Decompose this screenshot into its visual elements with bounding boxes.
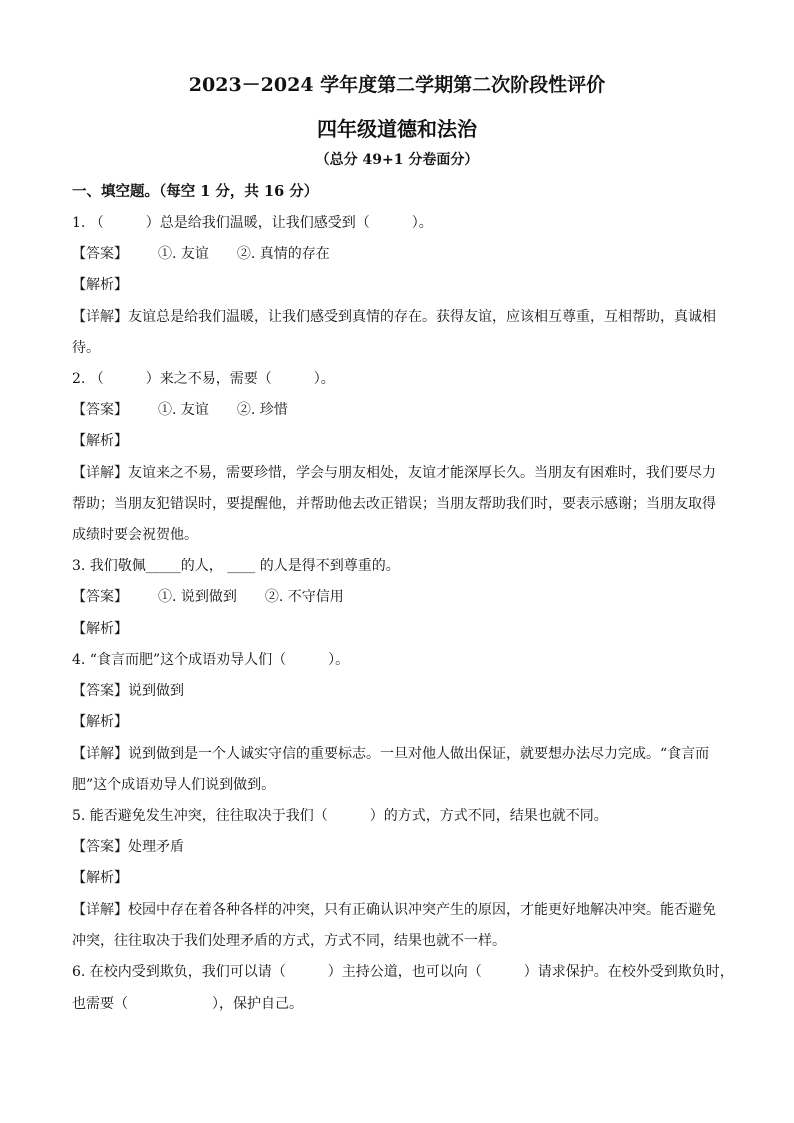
question-5-detail-row (72, 901, 732, 919)
question-3-answer: ①. 说到做到 ②. 不守信用 (158, 589, 344, 605)
question-1-detail-line-2: 待。 (72, 340, 100, 356)
question-2-answer-row (72, 401, 732, 419)
question-6-stem-line-1: 6. 在校内受到欺负，我们可以请（ ）主持公道，也可以向（ ）请求保护。在校外受到欺负时， (72, 964, 734, 980)
question-1-detail-line-1: 友谊总是给我们温暖，让我们感受到真情的存在。获得友谊，应该相互尊重，互相帮助，真诚相 (128, 309, 716, 325)
document-subtitle: 四年级道德和法治 (317, 117, 477, 141)
answer-tag: 【答案】 (72, 589, 128, 605)
question-5-detail-line-1: 校园中存在着各种各样的冲突，只有正确认识冲突产生的原因，才能更好地解决冲突。能否避免 (128, 902, 716, 918)
answer-tag: 【答案】 (72, 402, 128, 418)
question-2-detail-line-3: 成绩时要会祝贺他。 (72, 527, 198, 543)
question-1-answer-row (72, 245, 732, 263)
question-4-answer: 说到做到 (128, 683, 184, 699)
question-2-detail-line-2: 帮助；当朋友犯错误时，要提醒他，并帮助他去改正错误；当朋友帮助我们时，要表示感谢；当朋友取得 (72, 496, 716, 512)
question-2-detail-row (72, 464, 732, 482)
question-1-stem: 1. （ ）总是给我们温暖，让我们感受到（ ）。 (72, 215, 433, 231)
question-2-analysis-tag: 【解析】 (72, 433, 128, 449)
detail-tag: 【详解】 (72, 746, 128, 762)
detail-tag: 【详解】 (72, 465, 128, 481)
detail-tag: 【详解】 (72, 309, 128, 325)
question-2-answer: ①. 友谊 ②. 珍惜 (158, 402, 288, 418)
answer-tag: 【答案】 (72, 683, 128, 699)
question-4-detail-line-2: 肥”这个成语劝导人们说到做到。 (72, 777, 276, 793)
question-1-detail-row (72, 308, 732, 326)
question-4-detail-row (72, 745, 732, 763)
question-1-answer: ①. 友谊 ②. 真情的存在 (158, 246, 330, 262)
score-note: （总分 49+1 分卷面分） (315, 152, 479, 168)
answer-tag: 【答案】 (72, 246, 128, 262)
question-3-stem: 3. 我们敬佩_____的人， ____ 的人是得不到尊重的。 (72, 558, 400, 574)
question-2-detail-line-1: 友谊来之不易，需要珍惜，学会与朋友相处，友谊才能深厚长久。当朋友有困难时，我们要尽力 (128, 465, 716, 481)
detail-tag: 【详解】 (72, 902, 128, 918)
question-1-analysis-tag: 【解析】 (72, 277, 128, 293)
question-2-stem: 2. （ ）来之不易，需要（ ）。 (72, 371, 335, 387)
question-5-detail-line-2: 冲突，往往取决于我们处理矛盾的方式，方式不同，结果也就不一样。 (72, 933, 506, 949)
question-5-analysis-tag: 【解析】 (72, 870, 128, 886)
question-5-answer-row (72, 838, 732, 856)
section-heading: 一、填空题。（每空 1 分，共 16 分） (72, 183, 319, 200)
question-4-stem: 4. “食言而肥”这个成语劝导人们（ ）。 (72, 652, 350, 668)
question-5-answer: 处理矛盾 (128, 839, 184, 855)
question-3-answer-row (72, 588, 732, 606)
question-3-analysis-tag: 【解析】 (72, 621, 128, 637)
question-4-analysis-tag: 【解析】 (72, 714, 128, 730)
question-5-stem: 5. 能否避免发生冲突，往往取决于我们（ ）的方式，方式不同，结果也就不同。 (72, 808, 608, 824)
question-6-stem-line-2: 也需要（ ），保护自己。 (72, 996, 303, 1012)
question-4-detail-line-1: 说到做到是一个人诚实守信的重要标志。一旦对他人做出保证，就要想办法尽力完成。“食言而 (128, 746, 710, 762)
document-title: 2023－2024 学年度第二学期第二次阶段性评价 (188, 74, 606, 96)
answer-tag: 【答案】 (72, 839, 128, 855)
question-4-answer-row (72, 682, 732, 700)
